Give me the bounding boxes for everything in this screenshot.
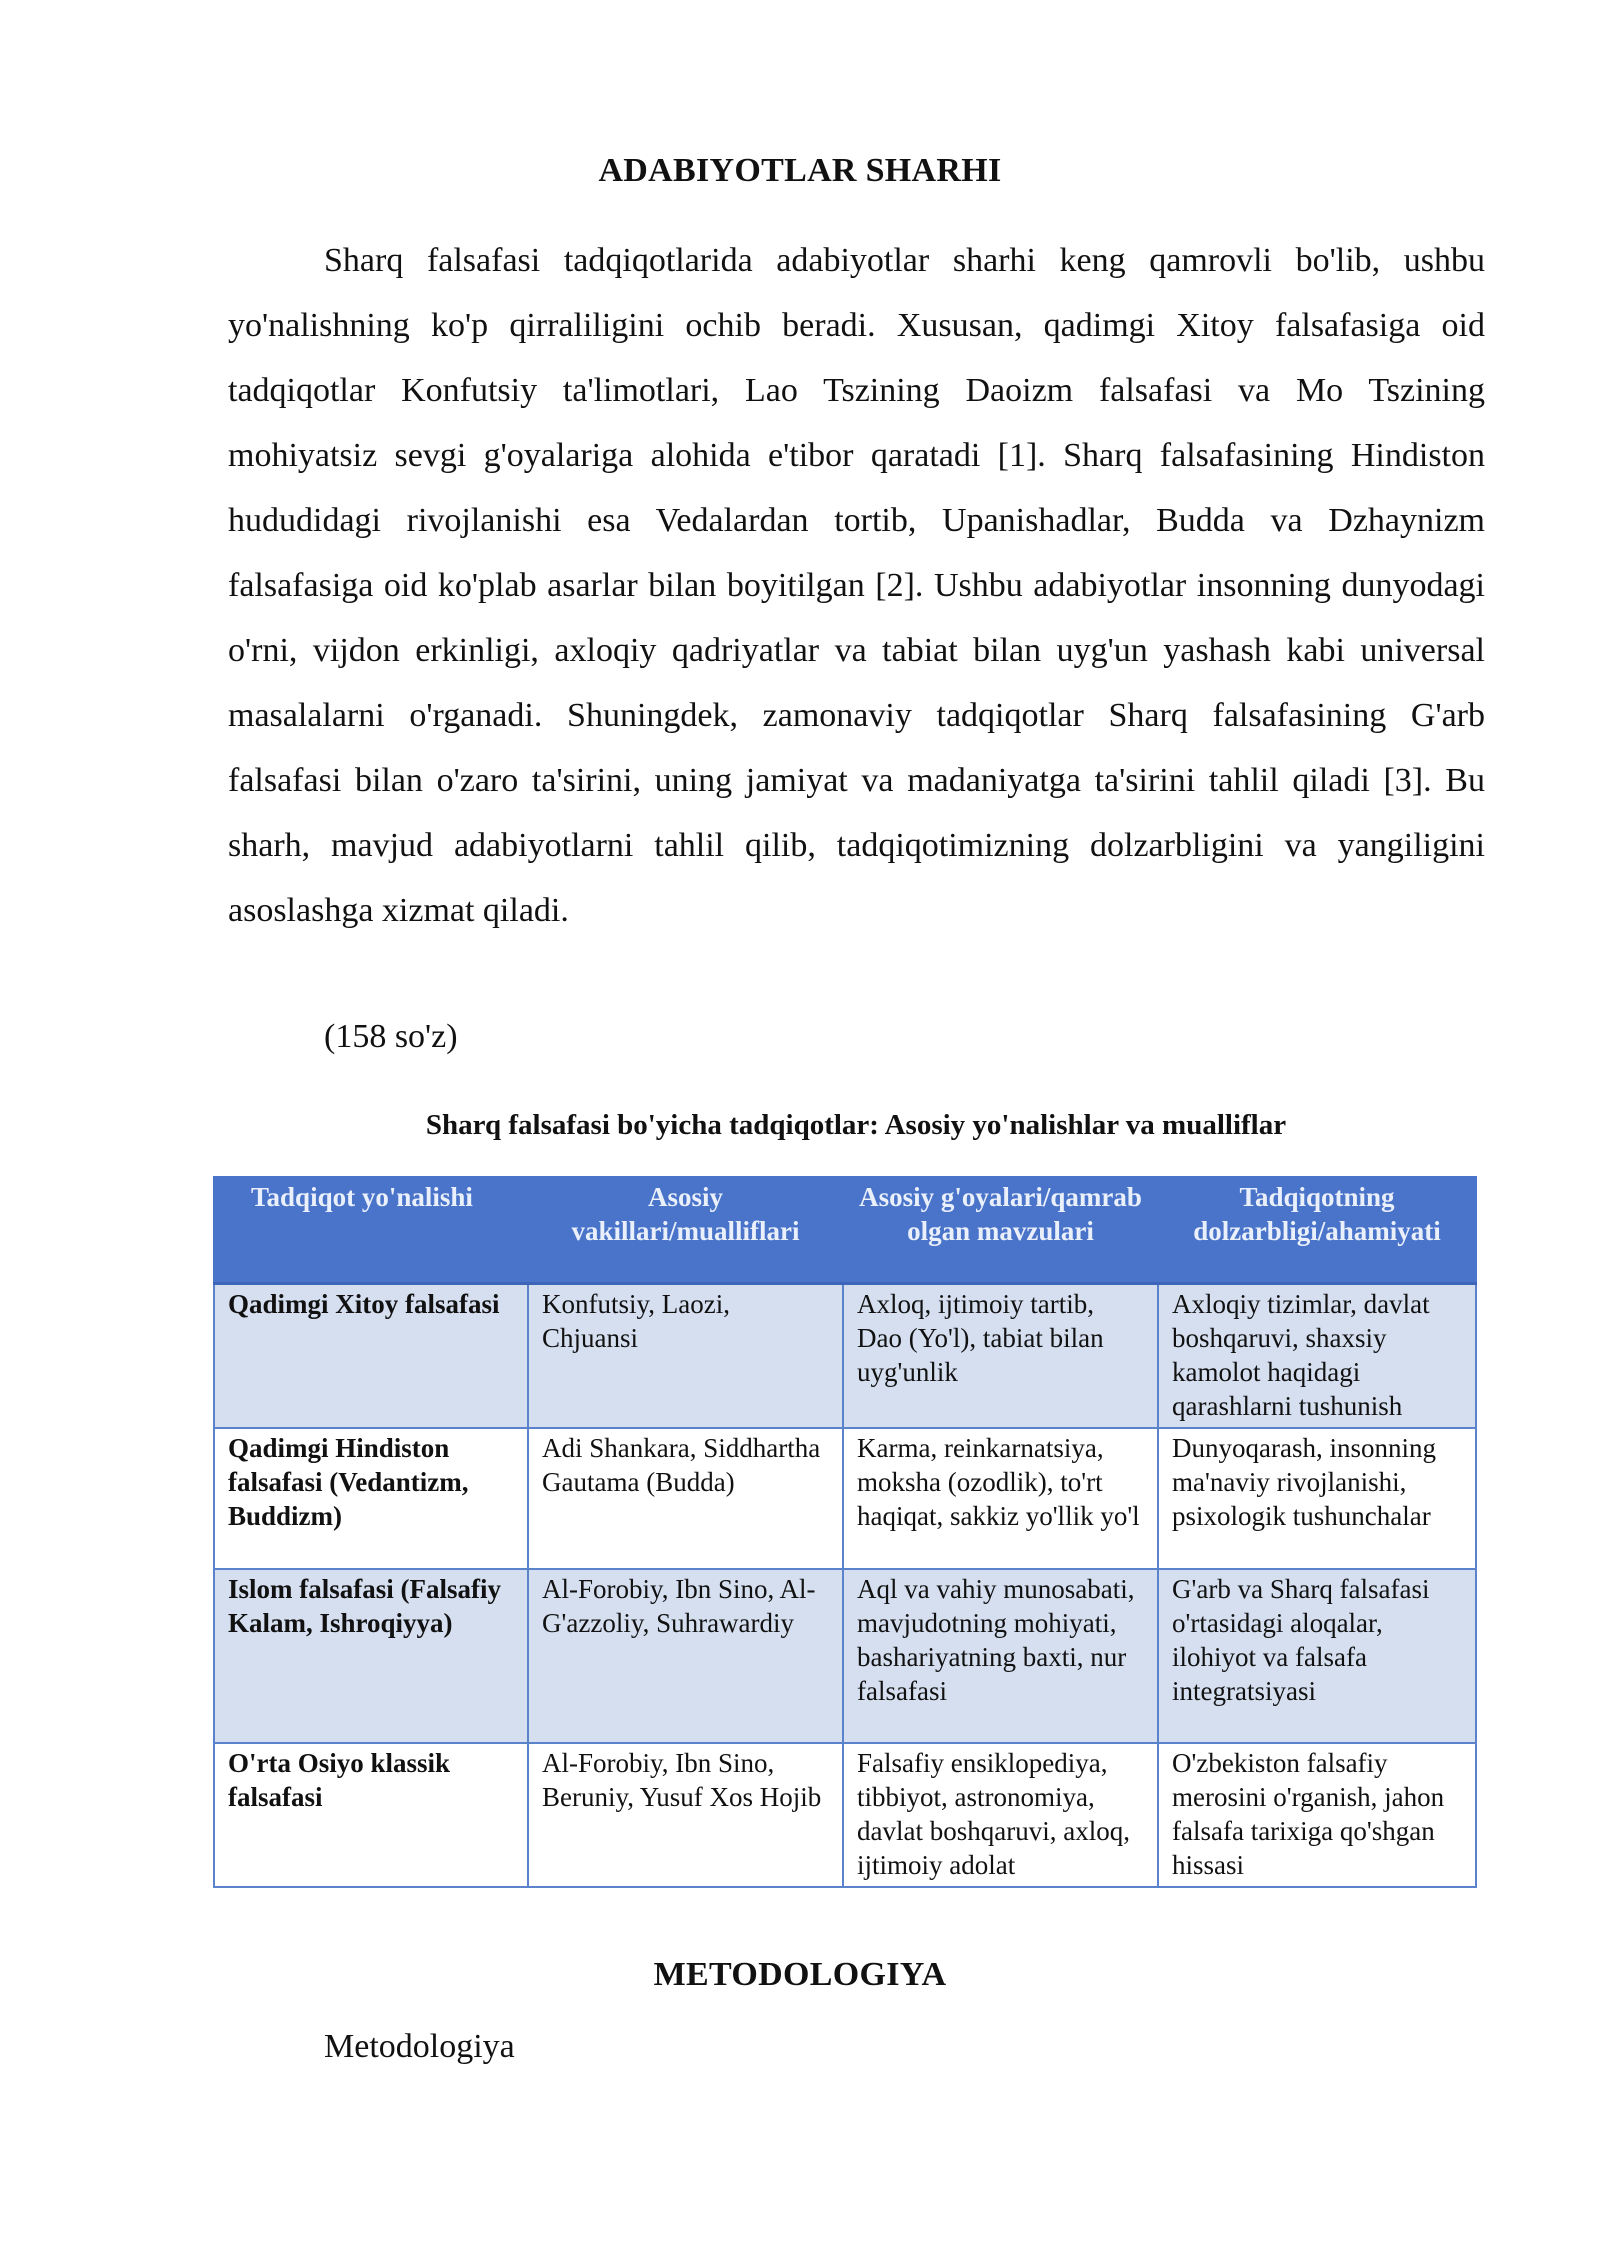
table-header-row: [214, 1177, 1476, 1284]
table-cell-ideas: Karma, reinkarnatsiya, moksha (ozodlik), to'rt haqiqat, sakkiz yo'llik yo'l: [843, 1428, 1158, 1569]
table-cell-ideas: Axloq, ijtimoiy tartib, Dao (Yo'l), tabiat bilan uyg'unlik: [843, 1284, 1158, 1429]
table-cell-direction: Qadimgi Hindiston falsafasi (Vedantizm, Buddizm): [214, 1428, 528, 1569]
table-row: [214, 1284, 1476, 1429]
table-row: [214, 1569, 1476, 1743]
table-cell-ideas: Aql va vahiy munosabati, mavjudotning mohiyati, bashariyatning baxti, nur falsafasi: [843, 1569, 1158, 1743]
table-cell-relevance: Axloqiy tizimlar, davlat boshqaruvi, shaxsiy kamolot haqidagi qarashlarni tushunish: [1158, 1284, 1476, 1429]
table-cell-direction: O'rta Osiyo klassik falsafasi: [214, 1743, 528, 1887]
table-cell-authors: Al-Forobiy, Ibn Sino, Beruniy, Yusuf Xos Hojib: [528, 1743, 843, 1887]
section-title-methodology: METODOLOGIYA: [653, 1956, 947, 1993]
table-cell-ideas: Falsafiy ensiklopediya, tibbiyot, astronomiya, davlat boshqaruvi, axloq, ijtimoiy adolat: [843, 1743, 1158, 1887]
table-cell-relevance: Dunyoqarash, insonning ma'naviy rivojlanishi, psixologik tushunchalar: [1158, 1428, 1476, 1569]
word-count: (158 so'z): [324, 1018, 458, 1055]
table-row: [214, 1428, 1476, 1569]
table-cell-relevance: G'arb va Sharq falsafasi o'rtasidagi aloqalar, ilohiyot va falsafa integratsiyasi: [1158, 1569, 1476, 1743]
section-title-literature-review: ADABIYOTLAR SHARHI: [598, 152, 1002, 189]
table-row: [214, 1743, 1476, 1887]
methodology-text: Metodologiya: [324, 2028, 515, 2065]
table-cell-relevance: O'zbekiston falsafiy merosini o'rganish, jahon falsafa tarixiga qo'shgan hissasi: [1158, 1743, 1476, 1887]
research-directions-table: [213, 1176, 1477, 1888]
table-caption: Sharq falsafasi bo'yicha tadqiqotlar: Asosiy yo'nalishlar va mualliflar: [425, 1109, 1287, 1141]
table-cell-direction: Qadimgi Xitoy falsafasi: [214, 1284, 528, 1429]
table-header-cell: Asosiy vakillari/mualliflari: [528, 1177, 843, 1284]
table-cell-authors: Al-Forobiy, Ibn Sino, Al-G'azzoliy, Suhrawardiy: [528, 1569, 843, 1743]
table-header-cell: Tadqiqotning dolzarbligi/ahamiyati: [1158, 1177, 1476, 1284]
table-header-cell: Asosiy g'oyalari/qamrab olgan mavzulari: [843, 1177, 1158, 1284]
literature-review-paragraph: Sharq falsafasi tadqiqotlarida adabiyotlar sharhi keng qamrovli bo'lib, ushbu yo'nalishning ko'p qirraliligini ochib beradi. Xususan, qadimgi Xitoy falsafasiga oid tadqiqotlar Konfutsiy ta'limotlari, Lao Tszining Daoizm falsafasi va Mo Tszining mohiyatsiz sevgi g'oyalariga alohida e'tibor qaratadi [1]. Sharq falsafasining Hindiston hududidagi rivojlanishi esa Vedalardan tortib, Upanishadlar, Budda va Dzhaynizm falsafasiga oid ko'plab asarlar bilan boyitilgan [2]. Ushbu adabiyotlar insonning dunyodagi o'rni, vijdon erkinligi, axloqiy qadriyatlar va tabiat bilan uyg'un yashash kabi universal masalalarni o'rganadi. Shuningdek, zamonaviy tadqiqotlar Sharq falsafasining G'arb falsafasi bilan o'zaro ta'sirini, uning jamiyat va madaniyatga ta'sirini tahlil qiladi [3]. Bu sharh, mavjud adabiyotlarni tahlil qilib, tadqiqotimizning dolzarbligini va yangiligini asoslashga xizmat qiladi.: [228, 242, 1485, 929]
table-cell-direction: Islom falsafasi (Falsafiy Kalam, Ishroqiyya): [214, 1569, 528, 1743]
table-cell-authors: Konfutsiy, Laozi, Chjuansi: [528, 1284, 843, 1429]
table-header-cell: Tadqiqot yo'nalishi: [214, 1177, 528, 1284]
table-cell-authors: Adi Shankara, Siddhartha Gautama (Budda): [528, 1428, 843, 1569]
